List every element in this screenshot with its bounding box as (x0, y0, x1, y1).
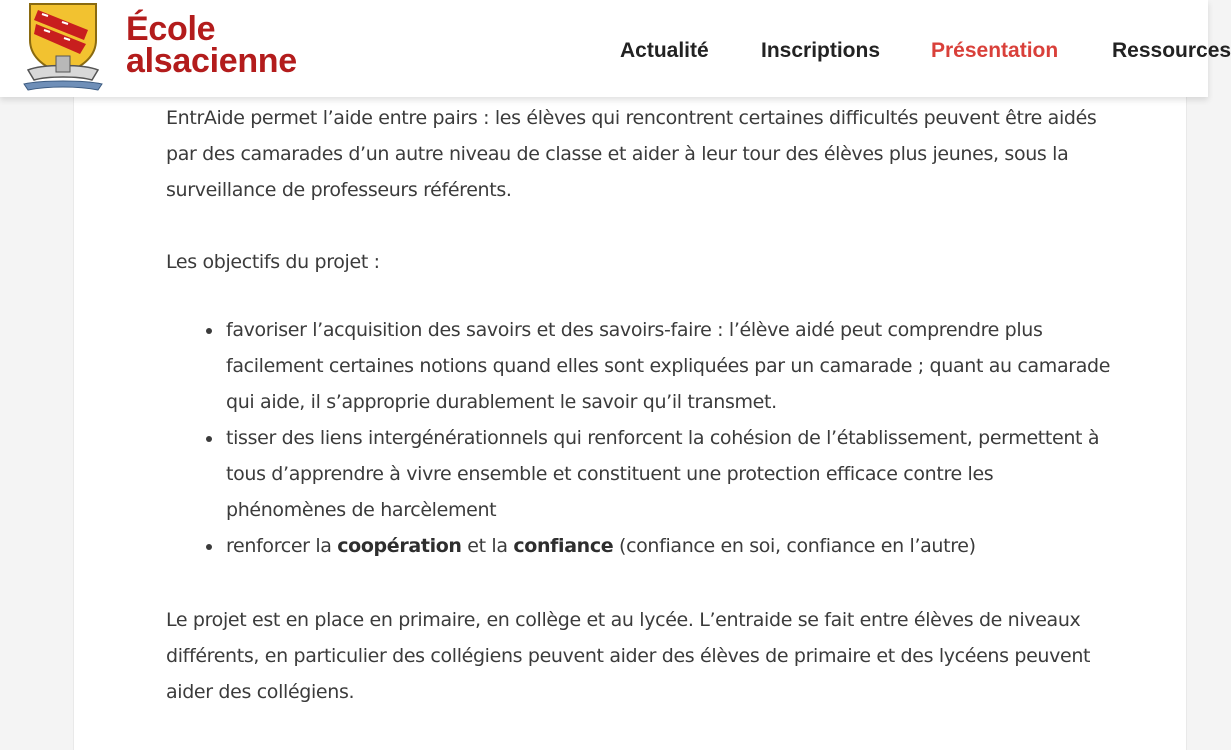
bold-confiance: confiance (513, 535, 614, 557)
article-content (166, 100, 1111, 710)
logo-line1: École (126, 10, 216, 48)
nav-item-actualite[interactable]: Actualité (620, 39, 709, 62)
site-logo-link[interactable] (22, 0, 322, 97)
nav-item-inscriptions[interactable]: Inscriptions (761, 39, 881, 62)
logo-line2: alsacienne (126, 42, 297, 80)
crest-icon (22, 0, 104, 94)
intro-paragraph: EntrAide permet l’aide entre pairs : les élèves qui rencontrent certaines difficultés peuvent être aidés par des camarades d’un autre niveau de classe et aider à leur tour des élèves plus jeunes, sous la surveillance de professeurs référents. (166, 107, 1097, 201)
objectives-heading: Les objectifs du projet : (166, 251, 380, 273)
list-item: favoriser l’acquisition des savoirs et des savoirs-faire : l’élève aidé peut comprendre plus facilement certaines notions quand elles sont expliquées par un camarade ; quant au camarade qui aide, il s’approprie durablement le savoir qu’il transmet. (226, 312, 1111, 420)
nav-item-presentation[interactable]: Présentation (931, 39, 1059, 62)
content-card (73, 90, 1187, 750)
logo-wordmark (126, 10, 297, 80)
list-text: renforcer la (226, 535, 338, 557)
list-item: tisser des liens intergénérationnels qui renforcent la cohésion de l’établissement, permettent à tous d’apprendre à vivre ensemble et constituent une protection efficace contre les phénomènes de harcèlement (226, 420, 1111, 528)
bold-cooperation: coopération (337, 535, 462, 557)
list-text: (confiance en soi, confiance en l’autre) (613, 535, 976, 557)
site-header (0, 0, 1231, 97)
objectives-list (166, 312, 1111, 564)
list-item (226, 528, 1111, 564)
list-text: et la (461, 535, 514, 557)
nav-item-ressources[interactable]: Ressources (1112, 39, 1231, 62)
closing-paragraph: Le projet est en place en primaire, en collège et au lycée. L’entraide se fait entre élèves de niveaux différents, en particulier des collégiens peuvent aider des élèves de primaire et des lycéens peuvent aider des collégiens. (166, 609, 1091, 703)
